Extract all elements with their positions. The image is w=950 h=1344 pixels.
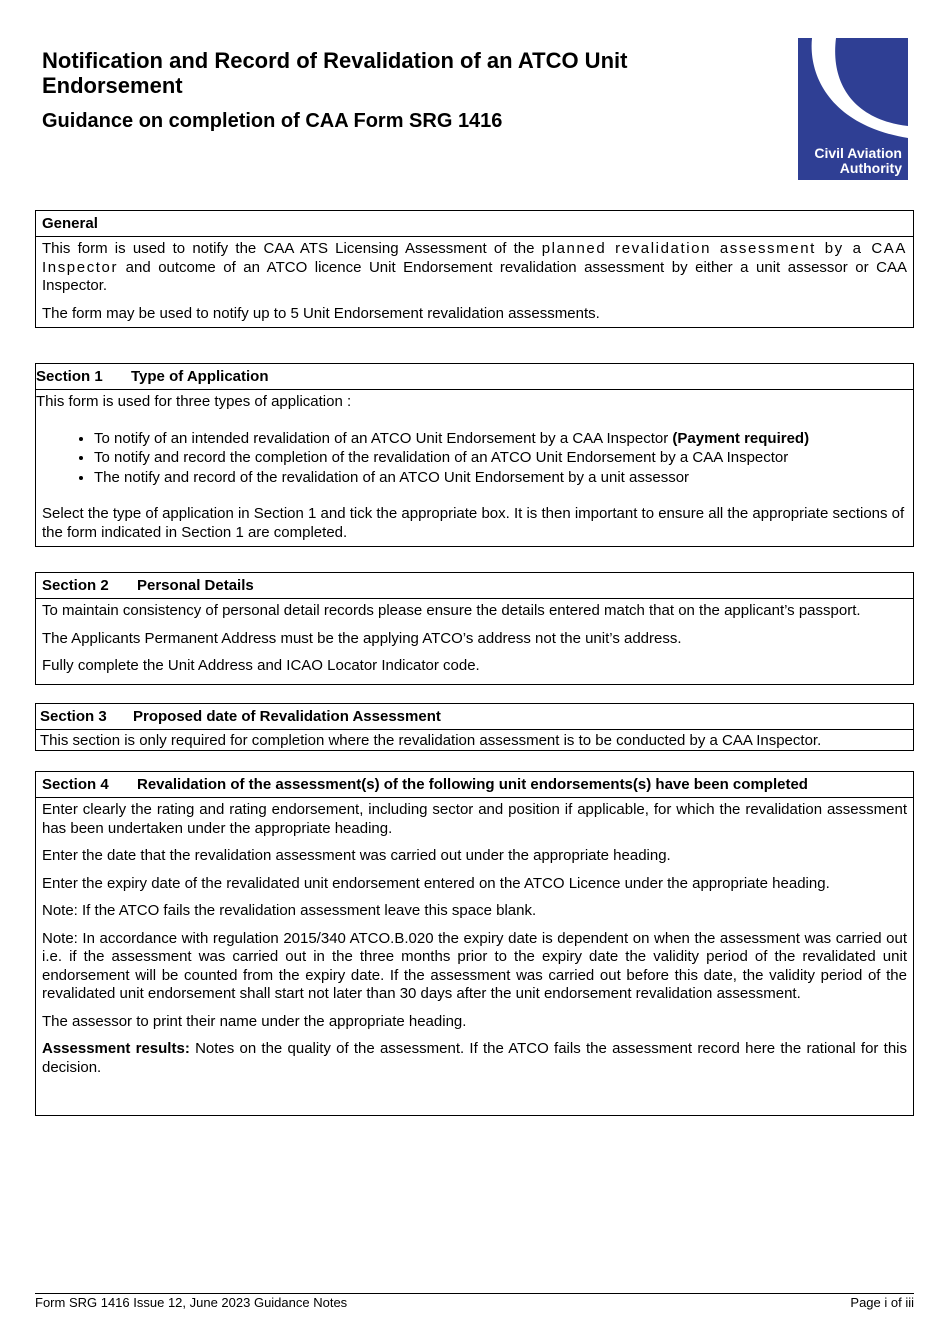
section-3-paragraph-1: This section is only required for completion where the revalidation assessment is to be conducted by a CAA Inspector. [40,732,822,749]
caa-logo [798,38,908,180]
section-4-paragraph-6: The assessor to print their name under the appropriate heading. [42,1012,467,1030]
section-2-paragraph-3: Fully complete the Unit Address and ICAO Locator Indicator code. [42,657,480,674]
section-1-closing: Select the type of application in Section 1 and tick the appropriate box. It is then important to ensure all the appropriate sections of the form indicated in Section 1 are completed. [42,505,905,541]
list-item: • To notify and record the completion of the revalidation of an ATCO Unit Endorsement by a CAA Inspector [94,449,907,468]
page-title: Notification and Record of Revalidation of an ATCO Unit Endorsement [42,48,628,98]
application-types-list [36,430,907,488]
general-heading: General [36,211,913,237]
section-1-heading: Section 1 Type of Application [36,364,913,390]
section-2-heading: Section 2 Personal Details [36,573,913,599]
section-4-paragraph-5: Note: In accordance with regulation 2015/340 ATCO.B.020 the expiry date is dependent on when the assessment was carried out i.e. if the assessment was carried out in the three months prior to the expiry date the validity period of the revalidated unit endorsement will be counted from the expiry date. If the assessment was carried out before this date, the validity period of the revalidated unit endorsement shall start not later than 30 days after the unit endorsement revalidation assessment. [42,929,907,1002]
section-2-body [36,599,913,676]
section-4-paragraph-1: Enter clearly the rating and rating endorsement, including sector and position if applicable, for which the revalidation assessment has been undertaken under the appropriate heading. [42,801,907,837]
section-4-box [35,771,914,1116]
section-2-box [35,572,914,685]
section-4-paragraph-3: Enter the expiry date of the revalidated unit endorsement entered on the ATCO Licence under the appropriate heading. [42,874,830,892]
page-subtitle: Guidance on completion of CAA Form SRG 1416 [42,110,503,132]
section-4-heading: Section 4 Revalidation of the assessment(s) of the following unit endorsements(s) have been completed [36,772,913,798]
section-1-body [36,390,913,542]
footer-page-number: Page i of iii [850,1295,914,1310]
section-4-body [36,798,913,1077]
section-4-paragraph-7: Assessment results: Notes on the quality of the assessment. If the ATCO fails the assessment record here the rational for this decision. [42,1040,907,1076]
section-3-box [35,703,914,751]
general-paragraph-1: This form is used to notify the CAA ATS Licensing Assessment of the planned revalidation assessment by a CAA Inspector and outcome of an ATCO licence Unit Endorsement revalidation assessment by either a unit assessor or CAA Inspector. [42,240,908,294]
general-body [36,237,913,323]
general-paragraph-2: The form may be used to notify up to 5 Unit Endorsement revalidation assessments. [42,304,600,322]
section-1-box [35,363,914,547]
logo-text: Civil Aviation Authority [814,145,902,176]
section-3-heading: Section 3 Proposed date of Revalidation Assessment [36,704,913,730]
page-header [42,48,692,133]
list-item: • The notify and record of the revalidation of an ATCO Unit Endorsement by a unit assessor [94,469,907,488]
section-2-paragraph-2: The Applicants Permanent Address must be the applying ATCO’s address not the unit’s address. [42,629,682,647]
footer-divider [35,1293,914,1294]
section-1-intro: This form is used for three types of application : [36,393,352,410]
section-3-body [36,730,913,751]
section-4-paragraph-2: Enter the date that the revalidation assessment was carried out under the appropriate heading. [42,847,671,864]
section-2-paragraph-1: To maintain consistency of personal detail records please ensure the details entered match that on the applicant’s passport. [42,602,861,619]
section-4-paragraph-4: Note: If the ATCO fails the revalidation assessment leave this space blank. [42,902,537,919]
footer-form-reference: Form SRG 1416 Issue 12, June 2023 Guidance Notes [35,1295,348,1310]
general-box [35,210,914,328]
list-item: • To notify of an intended revalidation of an ATCO Unit Endorsement by a CAA Inspector (Payment required) [94,430,907,449]
